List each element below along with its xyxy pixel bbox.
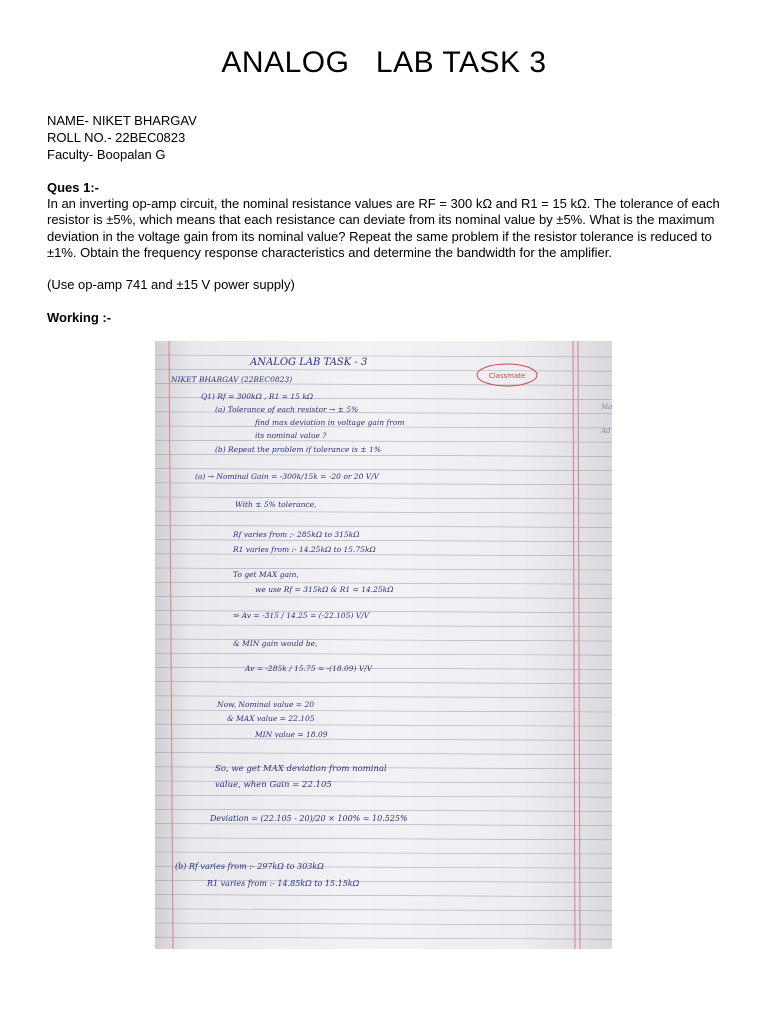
hw-line: With ± 5% tolerance,	[235, 500, 317, 509]
hw-line: Av = -285k / 15.75 = -(18.09) V/V	[245, 664, 373, 673]
hw-line: R1 varies from :- 14.25kΩ to 15.75kΩ	[233, 545, 376, 554]
hw-line: (a) Tolerance of each resistor → ± 5%	[215, 405, 359, 414]
hw-line: value, when Gain = 22.105	[215, 780, 332, 790]
document-title: ANALOG LAB TASK 3	[221, 46, 547, 79]
hw-line: Deviation = (22.105 - 20)/20 × 100% = 10.525%	[210, 814, 408, 823]
roll-number-line: ROLL NO.- 22BEC0823	[47, 130, 186, 145]
hw-line: ⇒ Av = -315 / 14.25 = (-22.105) V/V	[233, 611, 370, 620]
ruled-line	[155, 355, 612, 357]
ruled-line	[155, 454, 612, 456]
ruled-line	[155, 852, 612, 854]
brand-text: Classmate	[488, 372, 526, 380]
hw-line: So, we get MAX deviation from nominal	[215, 764, 387, 774]
ruled-line	[155, 682, 612, 684]
hw-line: Q1) Rf = 300kΩ , R1 = 15 kΩ	[201, 392, 314, 401]
hw-line: Now, Nominal value = 20	[217, 700, 315, 709]
ruled-line	[155, 667, 612, 669]
ruled-line	[155, 582, 612, 584]
ruled-line	[155, 895, 612, 897]
question-heading: Ques 1:-	[47, 180, 100, 195]
ruled-line	[155, 440, 612, 442]
handwritten-text	[170, 357, 408, 888]
hw-line: we use Rf = 315kΩ & R1 = 14.25kΩ	[255, 585, 394, 594]
hw-line: (a) → Nominal Gain = -300k/15k = -20 or 20 V/V	[195, 472, 380, 481]
right-margin-line	[573, 341, 575, 949]
ruled-line	[155, 525, 612, 527]
hw-line: & MIN gain would be,	[233, 639, 318, 648]
hw-line: Rf varies from :- 285kΩ to 315kΩ	[233, 530, 360, 539]
ruled-line	[155, 596, 612, 598]
svg-text:Ad: Ad	[601, 427, 611, 435]
working-heading: Working :-	[47, 310, 112, 325]
name-line: NAME- NIKET BHARGAV	[47, 113, 197, 128]
ruled-line	[155, 611, 612, 613]
ruled-line	[155, 625, 612, 627]
ruled-line	[155, 838, 612, 840]
ruled-line	[155, 497, 612, 499]
ruled-line	[155, 923, 612, 925]
ruled-line	[155, 753, 612, 755]
left-margin-line	[169, 341, 173, 949]
hw-line: (b) Rf varies from :- 297kΩ to 303kΩ	[175, 862, 324, 871]
hw-line: R1 varies from :- 14.85kΩ to 15.15kΩ	[207, 879, 360, 888]
ruled-line	[155, 696, 612, 698]
ruled-line	[155, 824, 612, 826]
ruled-line	[155, 554, 612, 556]
ruled-line	[155, 724, 612, 726]
faculty-line: Faculty- Boopalan G	[47, 147, 166, 162]
ruled-line	[155, 483, 612, 485]
ruled-line	[155, 738, 612, 740]
ruled-line	[155, 469, 612, 471]
hw-line: (b) Repeat the problem if tolerance is ± 1%	[215, 445, 381, 454]
question-text: In an inverting op-amp circuit, the nominal resistance values are RF = 300 kΩ and R1 = 15 kΩ. The tolerance of each resistor is ±5%, which means that each resistance can deviate from its nominal value by ±5%. What is the maximum deviation in the voltage gain from its nominal value? Repeat the same problem if the resistor tolerance is reduced to ±1%. Obtain the frequency response characteristics and determine the bandwidth for the amplifier.	[47, 196, 720, 260]
note-text: (Use op-amp 741 and ±15 V power supply)	[47, 277, 295, 292]
svg-text:Ma: Ma	[601, 403, 612, 411]
ruled-lines	[155, 355, 612, 939]
notebook-page	[155, 341, 612, 949]
ruled-line	[155, 568, 612, 570]
hw-line: & MAX value = 22.105	[227, 714, 315, 723]
right-margin-line-2	[578, 341, 580, 949]
hw-line: find max deviation in voltage gain from	[255, 418, 405, 427]
ruled-line	[155, 639, 612, 641]
ruled-line	[155, 511, 612, 513]
ruled-line	[155, 540, 612, 542]
brand-stamp	[477, 364, 537, 386]
hw-line: NIKET BHARGAV (22BEC0823)	[171, 375, 293, 384]
ruled-line	[155, 795, 612, 797]
ruled-line	[155, 809, 612, 811]
hw-line: its nominal value ?	[255, 431, 327, 440]
ruled-line	[155, 369, 612, 371]
ruled-line	[155, 937, 612, 939]
handwritten-notebook-photo	[155, 341, 612, 949]
hw-line: MIN value = 18.09	[255, 730, 328, 739]
ruled-line	[155, 710, 612, 712]
hw-line: To get MAX gain,	[233, 570, 299, 579]
ruled-line	[155, 909, 612, 911]
ruled-line	[155, 653, 612, 655]
hw-line: ANALOG LAB TASK - 3	[250, 357, 368, 368]
